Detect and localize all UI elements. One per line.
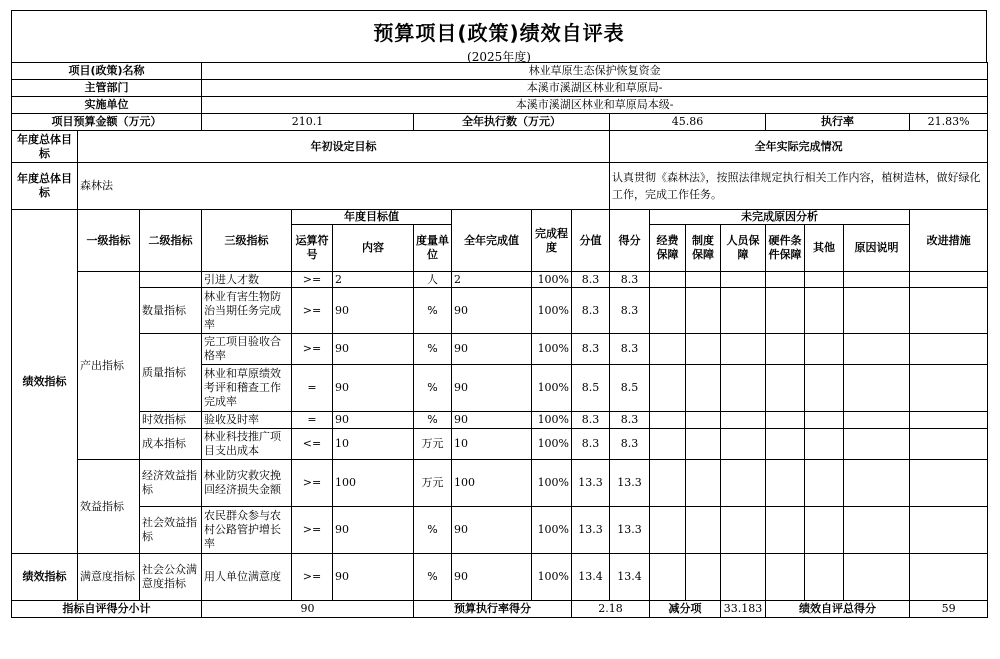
indicator-actual: 90 [452, 365, 532, 412]
budget-label: 项目预算金额（万元） [12, 114, 202, 131]
economic-group: 经济效益指标 [140, 460, 202, 507]
indicator-unit: % [414, 554, 452, 601]
indicator-name: 林业和草原绩效考评和稽查工作完成率 [202, 365, 292, 412]
initial-goal-header: 年初设定目标 [78, 131, 610, 163]
indicator-actual: 90 [452, 334, 532, 365]
indicator-op: >= [292, 334, 333, 365]
indicator-unit: 人 [414, 272, 452, 288]
indicator-content: 90 [333, 507, 414, 554]
quality-group: 质量指标 [140, 334, 202, 412]
cost-group: 成本指标 [140, 429, 202, 460]
indicator-name: 引进人才数 [202, 272, 292, 288]
overall-goal-label-2: 年度总体目标 [12, 163, 78, 210]
content-header: 内容 [333, 225, 414, 272]
indicator-actual: 90 [452, 507, 532, 554]
info-row-dept [12, 80, 988, 97]
deduct-value: 33.183 [721, 601, 766, 618]
indicator-degree: 100% [532, 554, 572, 601]
indicator-score: 13.3 [610, 507, 650, 554]
op-header: 运算符号 [292, 225, 333, 272]
rate-value: 21.83% [910, 114, 988, 131]
indicator-unit: % [414, 365, 452, 412]
indicator-score: 8.3 [610, 288, 650, 334]
indicator-unit: % [414, 507, 452, 554]
indicator-row [12, 334, 988, 365]
indicator-name: 林业有害生物防治当期任务完成率 [202, 288, 292, 334]
indicator-content: 10 [333, 429, 414, 460]
indicator-op: = [292, 365, 333, 412]
budget-value: 210.1 [202, 114, 414, 131]
form-year: (2025年度) [467, 50, 531, 64]
total-value: 59 [910, 601, 988, 618]
indicator-value: 8.5 [572, 365, 610, 412]
goal-header-row [12, 131, 988, 163]
indicator-actual: 90 [452, 554, 532, 601]
indicator-op: >= [292, 507, 333, 554]
indicator-name: 农民群众参与农村公路管护增长率 [202, 507, 292, 554]
indicator-name: 用人单位满意度 [202, 554, 292, 601]
evaluation-table [11, 62, 988, 618]
indicator-value: 13.3 [572, 460, 610, 507]
indicator-name: 林业防灾救灾挽回经济损失金额 [202, 460, 292, 507]
title-block [11, 10, 987, 62]
project-name-label: 项目(政策)名称 [12, 63, 202, 80]
total-label: 绩效自评总得分 [766, 601, 910, 618]
subtotal-value: 90 [202, 601, 414, 618]
indicator-content: 90 [333, 288, 414, 334]
impl-value: 本溪市溪湖区林业和草原局本级- [202, 97, 988, 114]
improve-header: 改进措施 [910, 210, 988, 272]
perf-indicator-label-2: 绩效指标 [12, 554, 78, 601]
social-group: 社会效益指标 [140, 507, 202, 554]
exec-label: 全年执行数（万元） [414, 114, 610, 131]
level3-header: 三级指标 [202, 210, 292, 272]
indicator-value: 8.3 [572, 272, 610, 288]
actual-goal-text: 认真贯彻《森林法》，按照法律规定执行相关工作内容，植树造林，做好绿化工作，完成工作任务。 [610, 163, 988, 210]
degree-header: 完成程度 [532, 210, 572, 272]
indicator-header-row-1 [12, 210, 988, 225]
satisfaction-group: 满意度指标 [78, 554, 140, 601]
impl-label: 实施单位 [12, 97, 202, 114]
info-row-budget [12, 114, 988, 131]
indicator-degree: 100% [532, 412, 572, 429]
indicator-value: 8.3 [572, 334, 610, 365]
indicator-actual: 90 [452, 288, 532, 334]
indicator-unit: 万元 [414, 429, 452, 460]
reason-header: 未完成原因分析 [650, 210, 910, 225]
project-name: 林业草原生态保护恢复资金 [202, 63, 988, 80]
indicator-value: 8.3 [572, 412, 610, 429]
indicator-degree: 100% [532, 365, 572, 412]
initial-goal-text: 森林法 [78, 163, 610, 210]
info-row-project [12, 63, 988, 80]
subtotal-label: 指标自评得分小计 [12, 601, 202, 618]
actual-value-header: 全年完成值 [452, 210, 532, 272]
benefit-group: 效益指标 [78, 460, 140, 554]
indicator-name: 验收及时率 [202, 412, 292, 429]
indicator-value: 8.3 [572, 288, 610, 334]
overall-goal-label: 年度总体目标 [12, 131, 78, 163]
reason-system-header: 制度保障 [686, 225, 721, 272]
indicator-unit: % [414, 334, 452, 365]
info-row-impl [12, 97, 988, 114]
indicator-unit: % [414, 412, 452, 429]
level1-header: 一级指标 [78, 210, 140, 272]
dept-label: 主管部门 [12, 80, 202, 97]
indicator-score: 13.4 [610, 554, 650, 601]
form-title: 预算项目(政策)绩效自评表 [373, 21, 625, 45]
deduct-label: 减分项 [650, 601, 721, 618]
output-group: 产出指标 [78, 272, 140, 460]
indicator-content: 2 [333, 272, 414, 288]
indicator-content: 90 [333, 554, 414, 601]
level2-blank [140, 272, 202, 288]
exec-value: 45.86 [610, 114, 766, 131]
indicator-degree: 100% [532, 507, 572, 554]
reason-funding-header: 经费保障 [650, 225, 686, 272]
reason-other-header: 其他 [805, 225, 844, 272]
score-value-header: 分值 [572, 210, 610, 272]
timeliness-group: 时效指标 [140, 412, 202, 429]
indicator-row [12, 460, 988, 507]
reason-staff-header: 人员保障 [721, 225, 766, 272]
indicator-score: 8.3 [610, 272, 650, 288]
indicator-op: >= [292, 288, 333, 334]
indicator-degree: 100% [532, 272, 572, 288]
indicator-unit: 万元 [414, 460, 452, 507]
indicator-row [12, 554, 988, 601]
indicator-row [12, 412, 988, 429]
rate-label: 执行率 [766, 114, 910, 131]
indicator-score: 8.3 [610, 334, 650, 365]
indicator-degree: 100% [532, 429, 572, 460]
actual-goal-header: 全年实际完成情况 [610, 131, 988, 163]
indicator-content: 100 [333, 460, 414, 507]
level2-header: 二级指标 [140, 210, 202, 272]
indicator-content: 90 [333, 412, 414, 429]
target-value-header: 年度目标值 [292, 210, 452, 225]
indicator-content: 90 [333, 365, 414, 412]
quantity-group: 数量指标 [140, 288, 202, 334]
indicator-row [12, 272, 988, 288]
indicator-unit: % [414, 288, 452, 334]
indicator-score: 8.5 [610, 365, 650, 412]
indicator-value: 13.4 [572, 554, 610, 601]
perf-indicator-label: 绩效指标 [12, 210, 78, 554]
indicator-op: >= [292, 460, 333, 507]
indicator-actual: 10 [452, 429, 532, 460]
indicator-degree: 100% [532, 288, 572, 334]
reason-desc-header: 原因说明 [844, 225, 910, 272]
indicator-degree: 100% [532, 334, 572, 365]
indicator-row [12, 429, 988, 460]
indicator-name: 完工项目验收合格率 [202, 334, 292, 365]
unit-header: 度量单位 [414, 225, 452, 272]
budget-rate-value: 2.18 [572, 601, 650, 618]
indicator-degree: 100% [532, 460, 572, 507]
indicator-score: 13.3 [610, 460, 650, 507]
indicator-value: 8.3 [572, 429, 610, 460]
footer-row [12, 601, 988, 618]
indicator-score: 8.3 [610, 429, 650, 460]
dept-value: 本溪市溪湖区林业和草原局- [202, 80, 988, 97]
public-group: 社会公众满意度指标 [140, 554, 202, 601]
score-header: 得分 [610, 210, 650, 272]
indicator-op: = [292, 412, 333, 429]
indicator-actual: 100 [452, 460, 532, 507]
indicator-actual: 2 [452, 272, 532, 288]
indicator-content: 90 [333, 334, 414, 365]
budget-rate-label: 预算执行率得分 [414, 601, 572, 618]
indicator-op: >= [292, 554, 333, 601]
indicator-op: <= [292, 429, 333, 460]
indicator-row [12, 507, 988, 554]
reason-hardware-header: 硬件条件保障 [766, 225, 805, 272]
indicator-name: 林业科技推广项目支出成本 [202, 429, 292, 460]
indicator-value: 13.3 [572, 507, 610, 554]
indicator-actual: 90 [452, 412, 532, 429]
indicator-row [12, 288, 988, 334]
indicator-op: >= [292, 272, 333, 288]
goal-content-row [12, 163, 988, 210]
indicator-score: 8.3 [610, 412, 650, 429]
